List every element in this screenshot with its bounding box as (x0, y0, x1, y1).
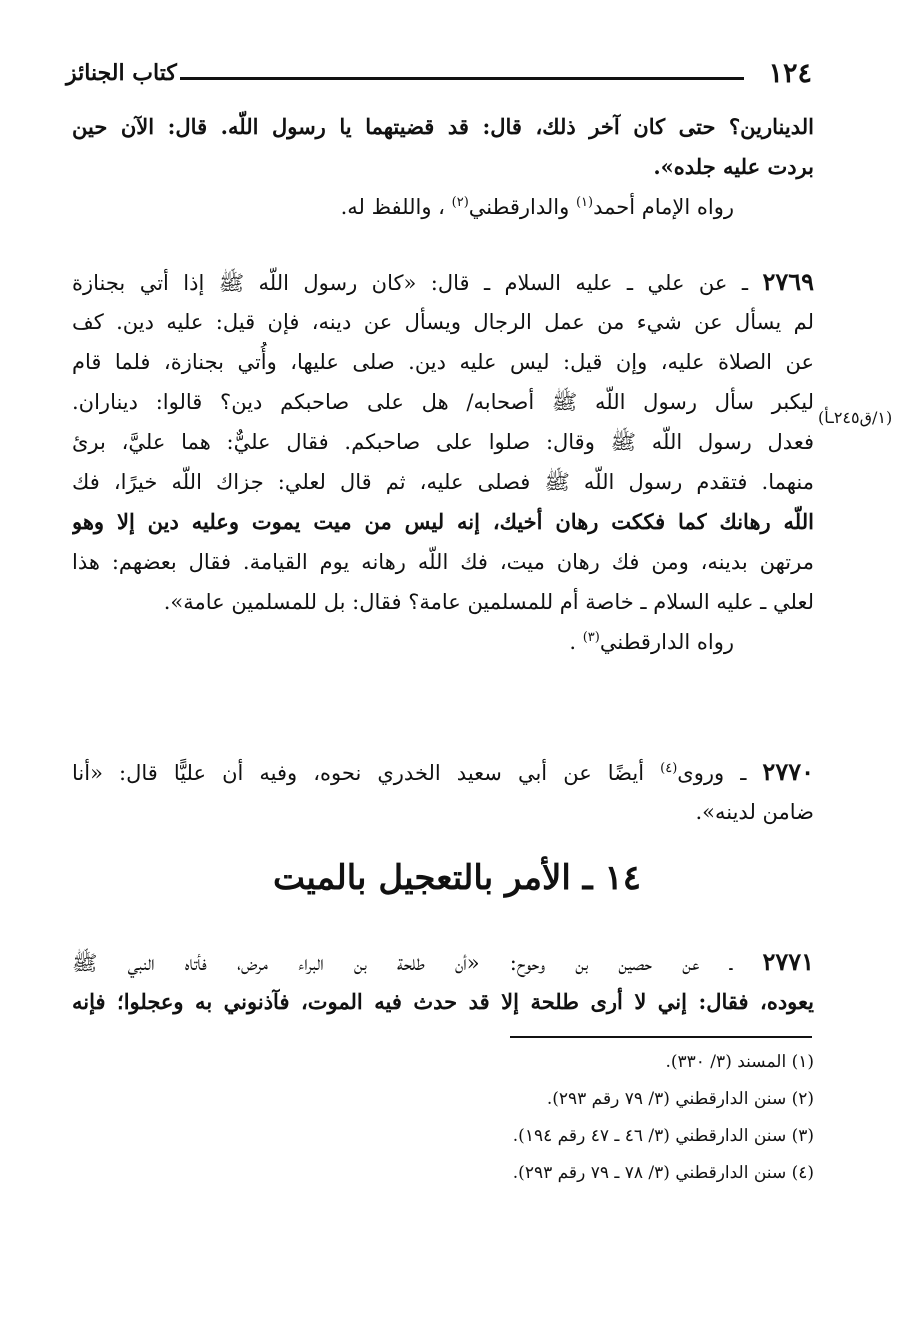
footnote-ref: (١) (575, 195, 594, 210)
page-header (66, 56, 812, 96)
hadith-2770 (72, 752, 814, 832)
text-line: لم يسأل عن شيء من عمل الرجال ويسأل عن دينه، فإن قيل: عليه دين. كف (72, 310, 814, 334)
text-line: ضامن لدينه». (695, 800, 814, 824)
text-line: منهما. فتقدم رسول اللّه ﷺ فصلى عليه، ثم قال لعلي: جزاك اللّه خيرًا، فك (72, 470, 814, 494)
footnote: (١) المسند (٣/ ٣٣٠). (665, 1052, 814, 1072)
citation-text: ، واللفظ له. (340, 195, 452, 219)
citation-text: رواه الدارقطني (599, 630, 734, 654)
citation-text: رواه الإمام أحمد (593, 195, 734, 219)
citation-text: . (569, 630, 583, 654)
hadith-text: ـ وروى (677, 761, 763, 785)
footnote-ref: (٤) (660, 761, 678, 776)
hadith-text: ـ عن حصين بن وحوح: «أن طلحة بن البراء مرض، فأتاه النبي ﷺ (72, 951, 763, 975)
book-title: كتاب الجنائز (66, 60, 177, 86)
footnote: (٢) سنن الدارقطني (٣/ ٧٩ رقم ٢٩٣). (546, 1089, 814, 1109)
text-line: ليكبر سأل رسول اللّه ﷺ أصحابه/ هل على صاحبكم دين؟ قالوا: ديناران. (72, 390, 814, 414)
footnote: (٤) سنن الدارقطني (٣/ ٧٨ ـ ٧٩ رقم ٢٩٣). (512, 1163, 814, 1183)
header-rule (180, 77, 744, 80)
margin-note: (١/ق٢٤٥ـأ) (818, 408, 893, 427)
footnote-rule (510, 1036, 812, 1038)
hadith-2769 (72, 262, 814, 662)
hadith-2771 (72, 942, 814, 1022)
citation-line (72, 187, 814, 227)
text-line (72, 752, 814, 792)
footnote-ref: (٣) (582, 630, 600, 645)
text-line (72, 262, 814, 302)
footnote: (٣) سنن الدارقطني (٣/ ٤٦ ـ ٤٧ رقم ١٩٤). (512, 1126, 814, 1146)
text-line: اللّه رهانك كما فككت رهان أخيك، إنه ليس من ميت يموت وعليه دين إلا وهو (72, 509, 814, 534)
text-line: يعوده، فقال: إني لا أرى طلحة إلا قد حدث فيه الموت، فآذنوني به وعجلوا؛ فإنه (72, 989, 814, 1014)
text-line (72, 942, 814, 982)
continuation-block (72, 107, 814, 227)
text-line: لعلي ـ عليه السلام ـ خاصة أم للمسلمين عامة؟ فقال: بل للمسلمين عامة». (163, 590, 814, 614)
section-heading: ١٤ ـ الأمر بالتعجيل بالميت (273, 858, 641, 898)
text-line: عن الصلاة عليه، وإن قيل: ليس عليه دين. صلى عليها، وأُتي بجنازة، فلما قام (72, 350, 814, 374)
text-line: فعدل رسول اللّه ﷺ وقال: صلوا على صاحبكم. فقال عليٌّ: هما عليَّ، برئ (72, 430, 814, 454)
footnotes (513, 1044, 814, 1192)
hadith-number: ٢٧٦٩ (762, 267, 814, 296)
text-line: مرتهن بدينه، ومن فك رهان ميت، فك اللّه رهانه يوم القيامة. فقال بعضهم: هذا (72, 550, 814, 574)
hadith-text: أيضًا عن أبي سعيد الخدري نحوه، وفيه أن عليًّا قال: «أنا (72, 761, 661, 785)
text-line: الدينارين؟ حتى كان آخر ذلك، قال: قد قضيتهما يا رسول اللّه. قال: الآن حين (72, 114, 814, 139)
hadith-number: ٢٧٧٠ (762, 757, 814, 786)
citation-line (72, 622, 814, 662)
citation-text: والدارقطني (468, 195, 576, 219)
page-number: ١٢٤ (768, 58, 812, 89)
hadith-number: ٢٧٧١ (762, 947, 814, 976)
text-line: بردت عليه جلده». (653, 154, 814, 179)
hadith-text: ـ عن علي ـ عليه السلام ـ قال: «كان رسول اللّه ﷺ إذا أتي بجنازة (72, 271, 763, 295)
footnote-ref: (٢) (451, 195, 469, 210)
